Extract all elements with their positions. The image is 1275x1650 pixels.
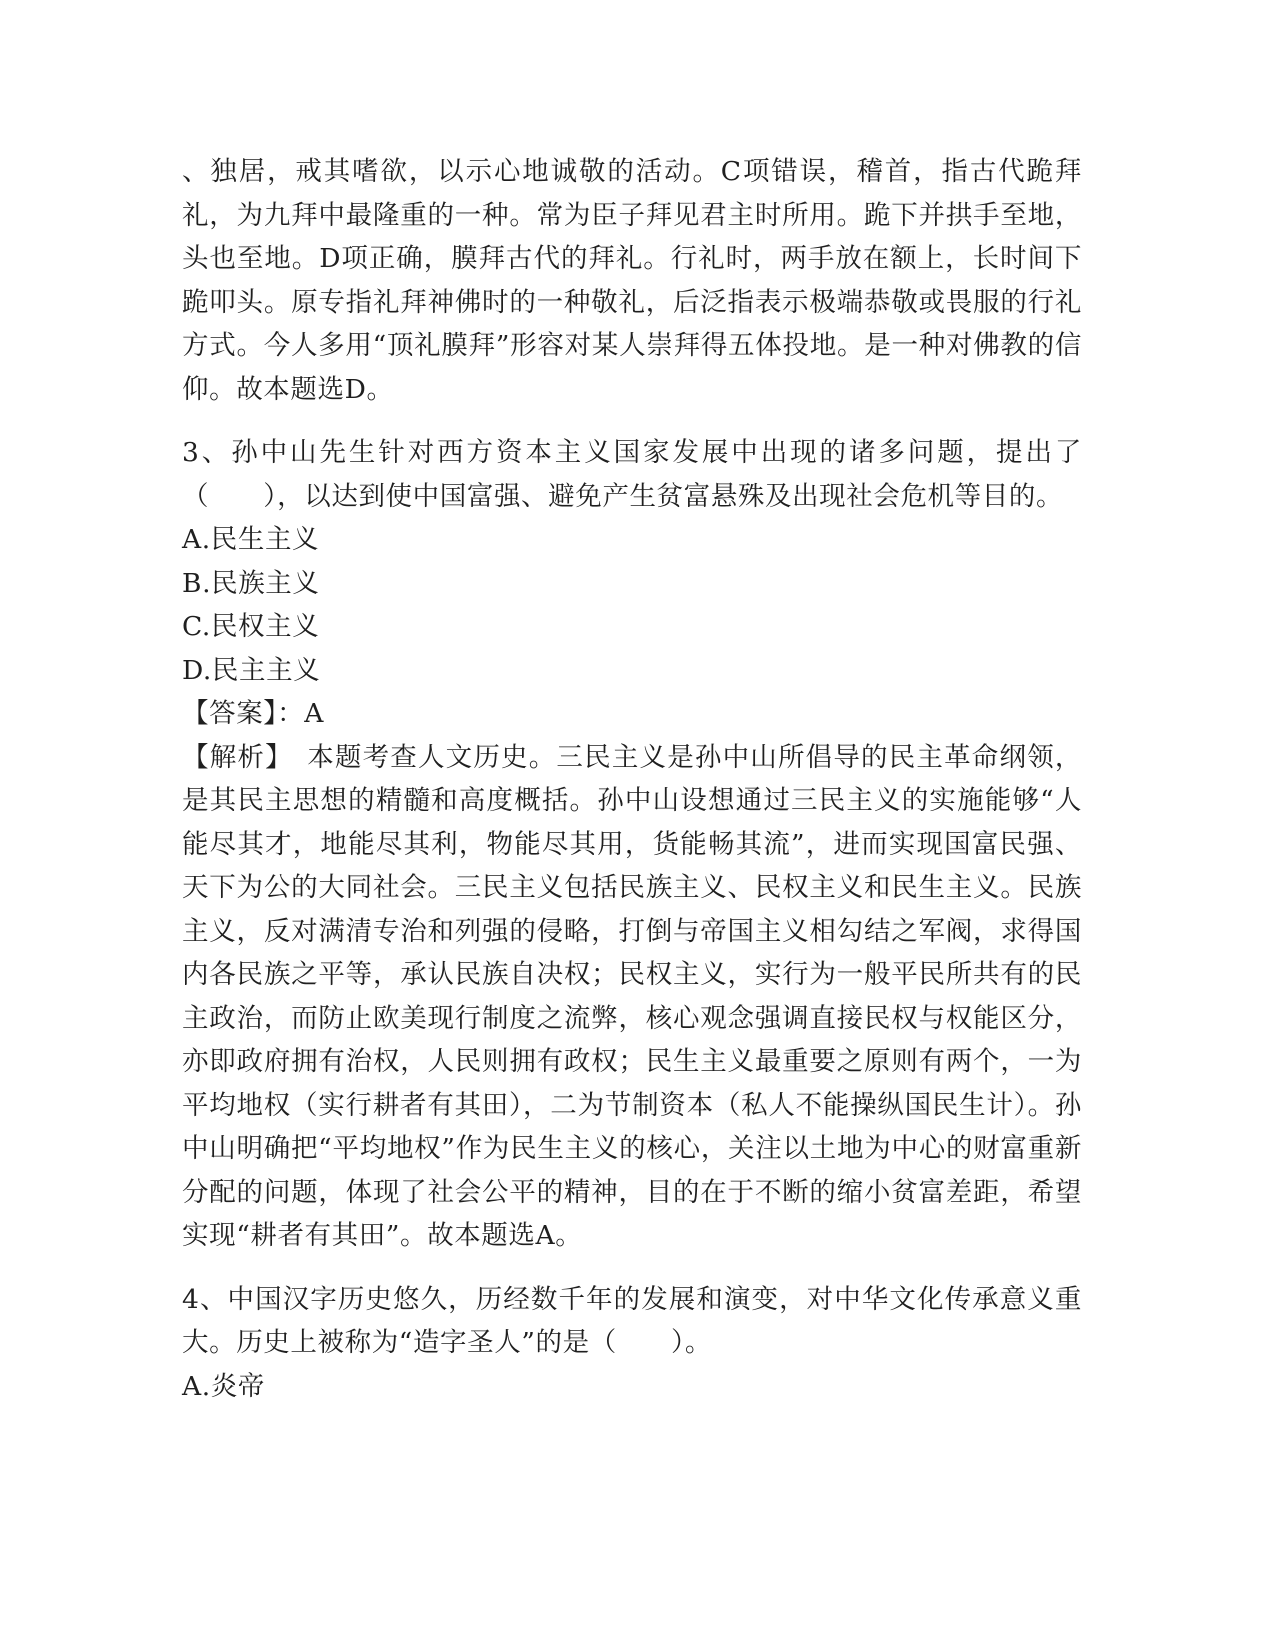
q3-option-b: B.民族主义 <box>182 567 320 599</box>
question-3 <box>182 431 1082 1258</box>
spacer <box>182 1258 1082 1278</box>
spacer <box>182 411 1082 431</box>
q2-analysis-tail: 、独居，戒其嗜欲，以示心地诚敬的活动。C项错误，稽首，指古代跪拜礼，为九拜中最隆重的一种。常为臣子拜见君主时所用。跪下并拱手至地，头也至地。D项正确，膜拜古代的拜礼。行礼时，两手放在额上，长时间下跪叩头。原专指礼拜神佛时的一种敬礼，后泛指表示极端恭敬或畏服的行礼方式。今人多用“顶礼膜拜”形容对某人崇拜得五体投地。是一种对佛教的信仰。故本题选D。 <box>182 156 1082 405</box>
q3-option-c: C.民权主义 <box>182 611 320 642</box>
q3-stem: 3、孙中山先生针对西方资本主义国家发展中出现的诸多问题，提出了（ ），以达到使中国富强、避免产生贫富悬殊及出现社会危机等目的。 <box>182 437 1082 512</box>
q3-answer: 【答案】：A <box>182 698 324 729</box>
q3-option-d: D.民主主义 <box>182 654 321 686</box>
q3-analysis: 【解析】 本题考查人文历史。三民主义是孙中山所倡导的民主革命纲领，是其民主思想的精髓和高度概括。孙中山设想通过三民主义的实施能够“人能尽其才，地能尽其利，物能尽其用，货能畅其流”，进而实现国富民强、天下为公的大同社会。三民主义包括民族主义、民权主义和民生主义。民族主义，反对满清专治和列强的侵略，打倒与帝国主义相勾结之军阀，求得国内各民族之平等，承认民族自决权；民权主义，实行为一般平民所共有的民主政治，而防止欧美现行制度之流弊，核心观念强调直接民权与权能区分，亦即政府拥有治权，人民则拥有政权；民生主义最重要之原则有两个，一为平均地权（实行耕者有其田），二为节制资本（私人不能操纵国民生计）。孙中山明确把“平均地权”作为民生主义的核心，关注以土地为中心的财富重新分配的问题，体现了社会公平的精神，目的在于不断的缩小贫富差距，希望实现“耕者有其田”。故本题选A。 <box>182 741 1082 1251</box>
q3-option-a: A.民生主义 <box>182 524 320 555</box>
q4-stem: 4、中国汉字历史悠久，历经数千年的发展和演变，对中华文化传承意义重大。历史上被称为“造字圣人”的是（ ）。 <box>182 1283 1082 1358</box>
document-page <box>182 150 1082 1408</box>
question-4 <box>182 1278 1082 1409</box>
q4-option-a: A.炎帝 <box>182 1370 265 1402</box>
